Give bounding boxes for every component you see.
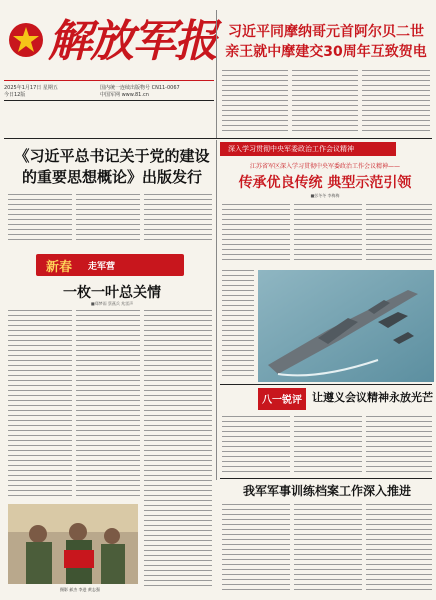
column-text-1 xyxy=(8,308,72,498)
main-text-col-3 xyxy=(144,192,212,244)
main-text-col-2 xyxy=(76,192,140,244)
masthead-title: 解放军报 xyxy=(48,16,216,67)
commentary-text-3 xyxy=(366,414,432,476)
feature-subhead: 传承优良传统 典型示范引领 xyxy=(238,175,412,191)
column-tag-label: 走军营 xyxy=(88,262,116,272)
column-divider-2 xyxy=(216,140,217,480)
lead-headline: 习近平同摩纳哥元首阿尔贝二世亲王就中摩建交30周年互致贺电 xyxy=(225,24,427,60)
commentary-tag-text: 八一锐评 xyxy=(262,395,302,406)
masthead-rule xyxy=(4,80,214,81)
masthead-meta xyxy=(100,84,180,98)
url-line: 中国军网 www.81.cn xyxy=(100,92,149,98)
commentary-text-1 xyxy=(222,414,290,476)
section-rule-2 xyxy=(220,384,432,385)
feature-kicker: 江苏省军区深入学习贯彻中央军委政治工作会议精神—— xyxy=(249,163,400,170)
column-divider xyxy=(216,10,217,138)
bottom-headline: 我军军事训练档案工作深入推进 xyxy=(242,484,411,498)
feature-text-col-1 xyxy=(222,202,290,264)
feature-byline: ■彭冬冬 李梅梅 xyxy=(310,193,340,198)
main-headline: 《习近平总书记关于党的建设的重要思想概论》出版发行 xyxy=(14,147,210,186)
soldiers-photo xyxy=(8,504,138,584)
commentary-text-2 xyxy=(294,414,362,476)
column-tag-word: 新春 xyxy=(46,260,73,275)
issue-line: 今日12版 xyxy=(4,92,26,98)
info-rule xyxy=(4,100,214,101)
bottom-text-2 xyxy=(294,502,362,594)
army-emblem-icon xyxy=(8,22,44,58)
ship-photo xyxy=(258,270,434,382)
column-headline: 一枚一叶总关情 xyxy=(63,285,161,301)
masthead xyxy=(6,10,216,84)
section-rule-3 xyxy=(220,478,432,479)
section-rule-1 xyxy=(4,138,432,139)
feature-text-col-3 xyxy=(366,202,432,264)
feature-text-col-2 xyxy=(294,202,362,264)
column-byline: ■郑梦雨 蔡燕兵 兆雷声 xyxy=(90,301,134,306)
lead-text-col-3 xyxy=(362,68,430,134)
feature-banner: 深入学习贯彻中央军委政治工作会议精神 xyxy=(220,142,396,156)
bottom-text-3 xyxy=(366,502,432,594)
meta-line: 国内统一连续出版物号 CN11-0067 xyxy=(100,85,180,91)
date-line: 2025年1月17日 星期五 xyxy=(4,85,58,91)
lead-text-col-1 xyxy=(222,68,288,134)
bottom-text-1 xyxy=(222,502,290,594)
feature-text-col-4 xyxy=(222,268,254,378)
soldiers-image xyxy=(8,504,138,584)
commentary-tag-icon xyxy=(258,388,306,410)
lead-text-col-2 xyxy=(292,68,358,134)
commentary-headline: 让遵义会议精神永放光芒 xyxy=(312,391,433,404)
column-tag xyxy=(36,254,184,276)
main-text-col-1 xyxy=(8,192,72,244)
warship-image xyxy=(258,270,434,382)
photo-caption: 摄影 郝杰 李进 黄志强 xyxy=(60,587,100,592)
column-text-3 xyxy=(144,308,212,586)
column-text-2 xyxy=(76,308,140,498)
